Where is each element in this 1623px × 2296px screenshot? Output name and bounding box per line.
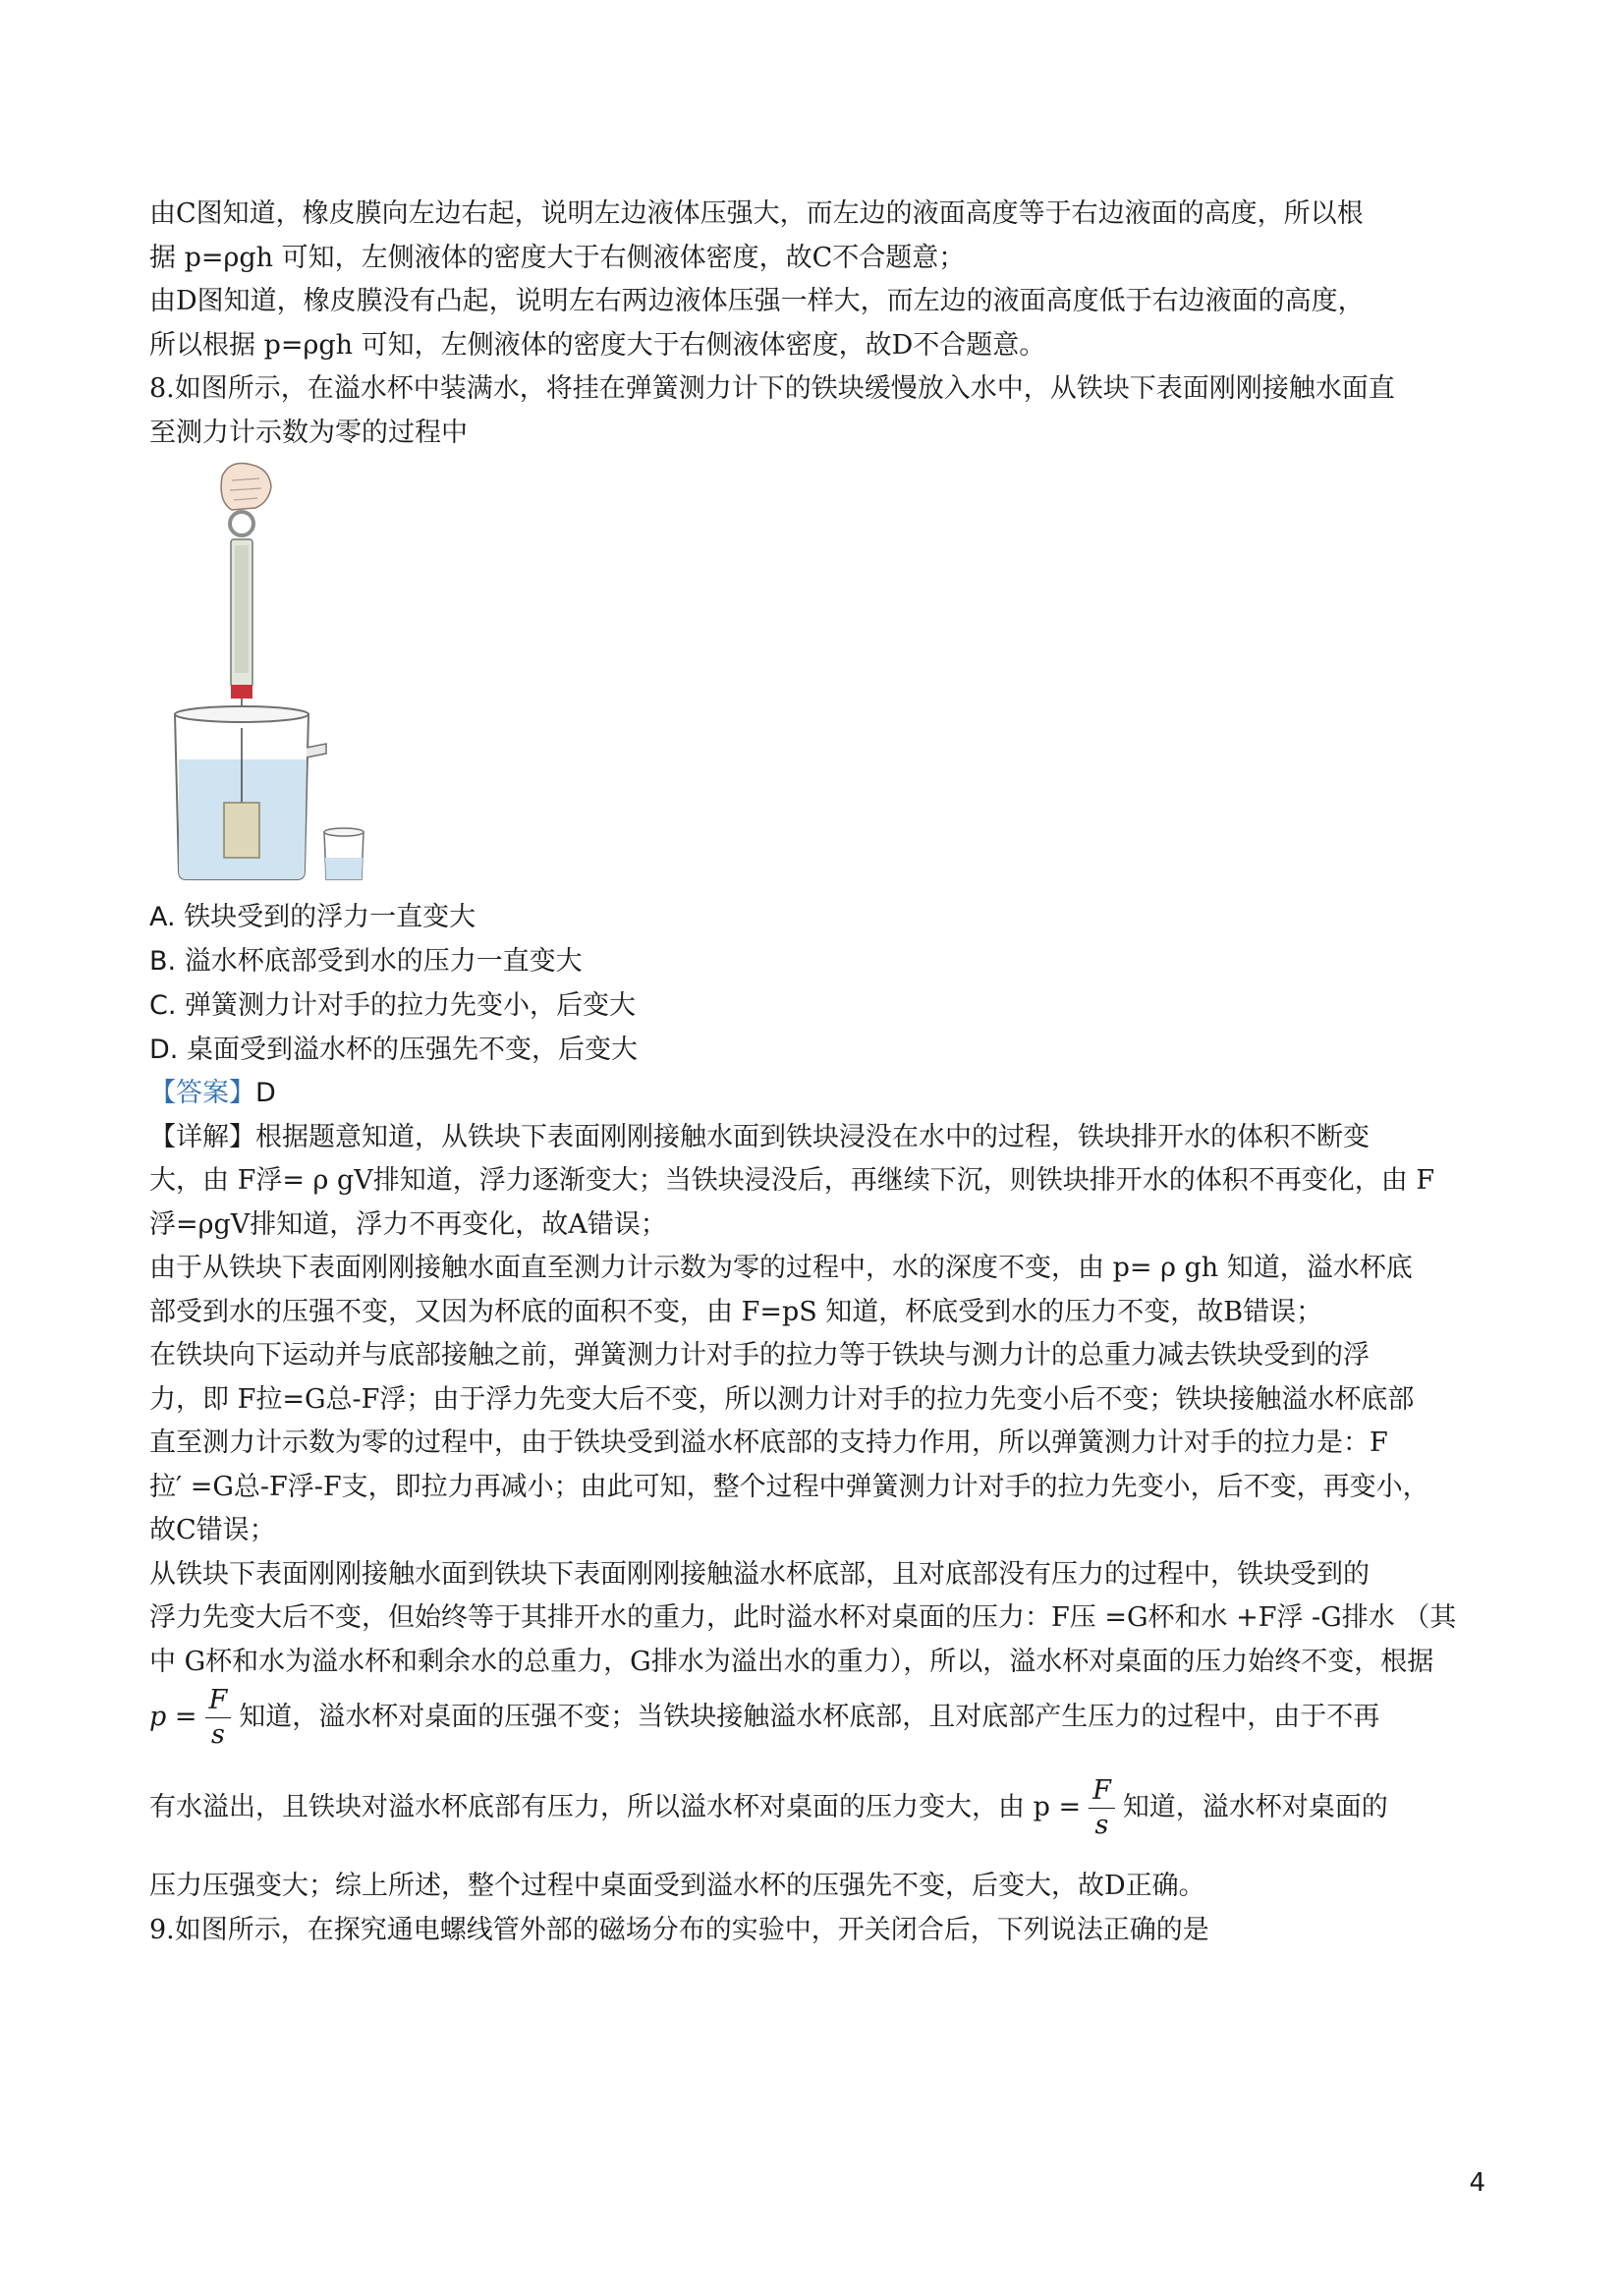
- option-c: C. 弹簧测力计对手的拉力先变小，后变大: [149, 990, 637, 1021]
- option-d: D. 桌面受到溢水杯的压强先不变，后变大: [149, 1035, 638, 1065]
- fraction-denominator: s: [1094, 1810, 1109, 1840]
- detail-line: 拉′ =G总-F浮-F支，即拉力再减小；由此可知，整个过程中弹簧测力计对手的拉力先变小，后不变，再变小，: [149, 1471, 1429, 1502]
- fraction-denominator: s: [210, 1719, 225, 1750]
- detail-line: 故C错误；: [149, 1515, 276, 1545]
- spring-scale-illustration: [161, 457, 377, 889]
- question-9-stem: 9.如图所示，在探究通电螺线管外部的磁场分布的实验中，开关闭合后，下列说法正确的是: [149, 1914, 1209, 1945]
- detail-text: 根据题意知道，从铁块下表面刚刚接触水面到铁块浸没在水中的过程，铁块排开水的体积不断变: [255, 1121, 1370, 1152]
- formula-line: [149, 1774, 1485, 1865]
- question-8-stem: 8.如图所示，在溢水杯中装满水，将挂在弹簧测力计下的铁块缓慢放入水中，从铁块下表面刚刚接触水面直: [149, 373, 1395, 404]
- detail-line: 中 G杯和水为溢水杯和剩余水的总重力，G排水为溢出水的重力），所以，溢水杯对桌面的压力始终不变，根据: [149, 1646, 1434, 1677]
- detail-line: 浮=ρgV排知道，浮力不再变化，故A错误；: [149, 1208, 667, 1240]
- detail-line: 力，即 F拉=G总-F浮；由于浮力先变大后不变，所以测力计对手的拉力先变小后不变；铁块接触溢水杯底部: [149, 1383, 1415, 1415]
- text-line: 所以根据 p=ρgh 可知，左侧液体的密度大于右侧液体密度，故D不合题意。: [149, 329, 1046, 361]
- detail-line: [149, 1116, 1485, 1160]
- page-number: 4: [1469, 2168, 1485, 2198]
- option-a: A. 铁块受到的浮力一直变大: [149, 902, 476, 932]
- fraction: [1089, 1774, 1115, 1842]
- formula-text: 知道，溢水杯对桌面的压强不变；当铁块接触溢水杯底部，且对底部产生压力的过程中，由于不再: [239, 1702, 1380, 1732]
- detail-line: 在铁块向下运动并与底部接触之前，弹簧测力计对手的拉力等于铁块与测力计的总重力减去铁块受到的浮: [149, 1340, 1370, 1371]
- formula-text: 知道，溢水杯对桌面的: [1122, 1792, 1388, 1822]
- text-line: 据 p=ρgh 可知，左侧液体的密度大于右侧液体密度，故C不合题意；: [149, 242, 966, 273]
- fraction: [205, 1684, 232, 1752]
- formula-lhs: p =: [149, 1702, 197, 1732]
- detail-label: 【详解】: [149, 1121, 255, 1152]
- question-8-stem-cont: 至测力计示数为零的过程中: [149, 417, 468, 448]
- answer-value: D: [255, 1078, 276, 1108]
- text-line: 由C图知道，橡皮膜向左边右起，说明左边液体压强大，而左边的液面高度等于右边液面的高度，所以根: [149, 198, 1364, 229]
- fraction-numerator: F: [1089, 1774, 1115, 1809]
- text-line: 由D图知道，橡皮膜没有凸起，说明左右两边液体压强一样大，而左边的液面高度低于右边液面的高度，: [149, 286, 1365, 316]
- detail-line: 大，由 F浮= ρ gV排知道，浮力逐渐变大；当铁块浸没后，再继续下沉，则铁块排开水的体积不再变化，由 F: [149, 1165, 1435, 1196]
- formula-line: [149, 1684, 1485, 1774]
- detail-line: 压力压强变大；综上所述，整个过程中桌面受到溢水杯的压强先不变，后变大，故D正确。: [149, 1871, 1205, 1901]
- page-content: [149, 193, 1485, 1952]
- detail-line: 浮力先变大后不变，但始终等于其排开水的重力，此时溢水杯对桌面的压力：F压 =G杯和水 +F浮 -G排水 （其: [149, 1602, 1457, 1633]
- formula-text: 有水溢出，且铁块对溢水杯底部有压力，所以溢水杯对桌面的压力变大，由 p =: [149, 1792, 1082, 1822]
- detail-line: 部受到水的压强不变，又因为杯底的面积不变，由 F=pS 知道，杯底受到水的压力不变，故B错误；: [149, 1296, 1323, 1327]
- overflow-cup-figure: [161, 457, 377, 889]
- answer-line: [149, 1072, 1485, 1116]
- fraction-numerator: F: [205, 1684, 232, 1718]
- detail-line: 直至测力计示数为零的过程中，由于铁块受到溢水杯底部的支持力作用，所以弹簧测力计对手的拉力是：F: [149, 1428, 1388, 1458]
- option-b: B. 溢水杯底部受到水的压力一直变大: [149, 946, 583, 977]
- detail-line: 从铁块下表面刚刚接触水面到铁块下表面刚刚接触溢水杯底部，且对底部没有压力的过程中，铁块受到的: [149, 1558, 1370, 1590]
- answer-label: 【答案】: [149, 1078, 255, 1108]
- detail-line: 由于从铁块下表面刚刚接触水面直至测力计示数为零的过程中，水的深度不变，由 p= ρ gh 知道，溢水杯底: [149, 1253, 1413, 1283]
